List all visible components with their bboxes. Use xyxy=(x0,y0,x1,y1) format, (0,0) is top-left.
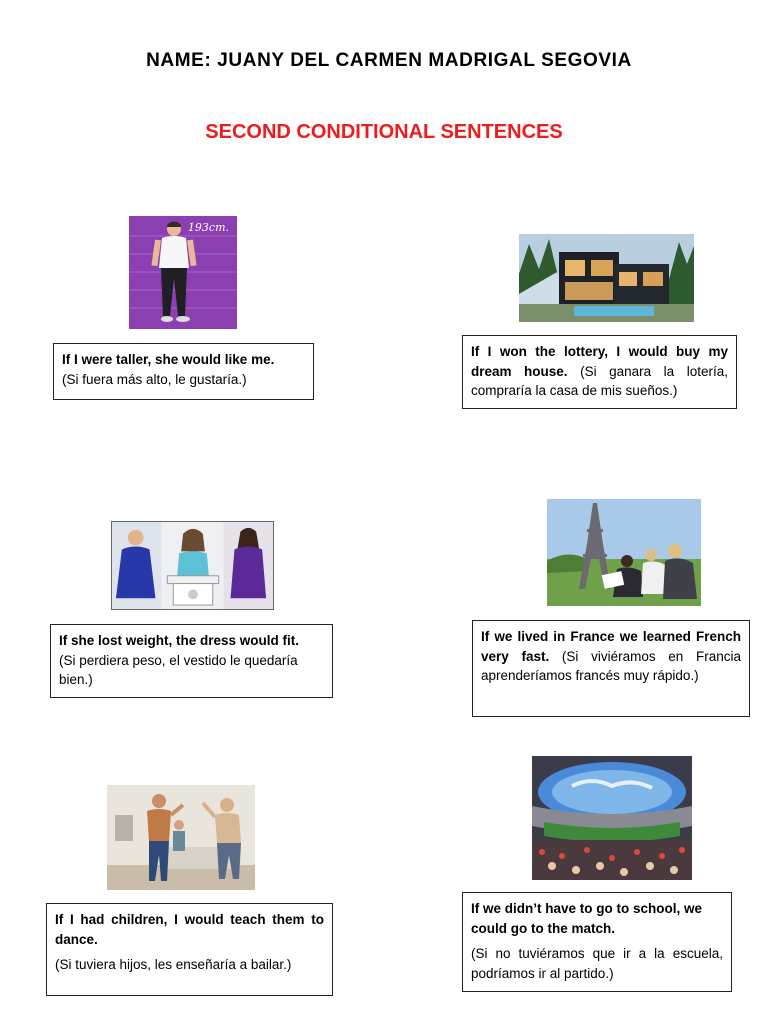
worksheet-title: SECOND CONDITIONAL SENTENCES xyxy=(205,121,563,143)
english-sentence: If I were taller, she would like me. xyxy=(62,352,275,367)
english-sentence: If I had children, I would teach them to dance. xyxy=(55,912,324,947)
tall-man-photo xyxy=(129,216,237,329)
sentence-card-school xyxy=(462,892,732,992)
family-dancing-photo xyxy=(107,785,255,890)
sentence-card-weight xyxy=(50,624,333,698)
height-caption: 193cm. xyxy=(187,221,229,234)
student-name-heading: NAME: JUANY DEL CARMEN MADRIGAL SEGOVIA xyxy=(146,50,632,71)
sentence-card-lottery xyxy=(462,335,737,409)
weight-scale-women-photo xyxy=(111,521,274,610)
spanish-translation: (Si tuviera hijos, les enseñaría a bailar.) xyxy=(55,957,292,972)
stadium-photo xyxy=(532,756,692,880)
spanish-translation: (Si viviéramos en Francia aprenderíamos francés muy rápido.) xyxy=(481,648,741,683)
sentence-card-taller xyxy=(53,343,314,400)
english-sentence: If she lost weight, the dress would fit. xyxy=(59,633,300,648)
english-sentence: If I won the lottery, I would buy my dream house. xyxy=(471,344,728,379)
english-sentence: If we lived in France we learned French very fast. xyxy=(481,629,741,664)
spanish-translation: (Si perdiera peso, el vestido le quedaría bien.) xyxy=(59,652,298,687)
sentence-card-france xyxy=(472,620,750,717)
dream-house-photo xyxy=(519,234,694,322)
spanish-translation: (Si ganara la lotería, compraría la casa de mis sueños.) xyxy=(471,363,728,398)
sentence-card-children xyxy=(46,903,333,996)
paris-picnic-photo xyxy=(547,499,701,606)
english-sentence: If we didn’t have to go to school, we could go to the match. xyxy=(471,901,703,936)
spanish-translation: (Si no tuviéramos que ir a la escuela, podríamos ir al partido.) xyxy=(471,946,723,981)
spanish-translation: (Si fuera más alto, le gustaría.) xyxy=(62,371,247,387)
